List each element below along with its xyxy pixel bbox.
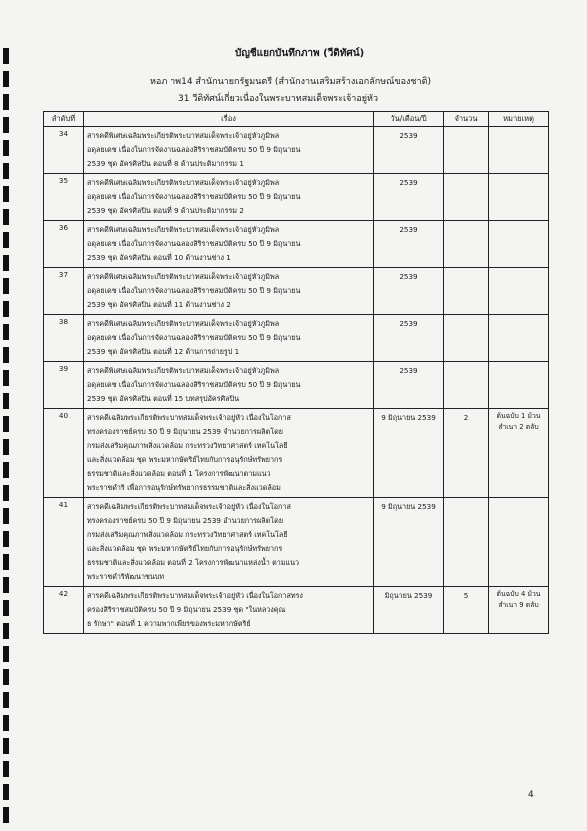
subject-line: สารคดีพิเศษเฉลิมพระเกียรติพระบาทสมเด็จพระเจ้าอยู่หัวภูมิพล xyxy=(87,319,280,328)
date-cell: 2539 xyxy=(374,362,444,409)
binding-mark xyxy=(3,692,9,708)
binding-mark xyxy=(3,255,9,271)
subject-line: สารคดีพิเศษเฉลิมพระเกียรติพระบาทสมเด็จพระเจ้าอยู่หัวภูมิพล xyxy=(87,272,280,281)
subject-line: อดุลยเดช เนื่องในการจัดงานฉลองสิริราชสมบัติครบ 50 ปี 9 มิถุนายน xyxy=(87,145,301,154)
binding-mark xyxy=(3,94,9,110)
remark-cell xyxy=(489,221,549,268)
remark-cell xyxy=(489,174,549,221)
subject-line: ธ รักษา" ตอนที่ 1 ความพากเพียรของพระมหากษัตริย์ xyxy=(87,619,251,628)
date-cell: 2539 xyxy=(374,268,444,315)
binding-mark xyxy=(3,646,9,662)
row-number: 37 xyxy=(44,268,84,315)
table-header-row xyxy=(44,112,549,127)
document-title: บัญชีแยกบันทึกภาพ (วีดิทัศน์) xyxy=(235,48,365,59)
subject-line: ทรงครองราชย์ครบ 50 ปี 9 มิถุนายน 2539 อำนวยการผลิตโดย xyxy=(87,516,284,525)
subject-cell xyxy=(84,587,374,634)
row-number: 36 xyxy=(44,221,84,268)
binding-mark xyxy=(3,761,9,777)
table-row xyxy=(44,221,549,268)
remark-cell xyxy=(489,409,549,498)
subject-cell xyxy=(84,409,374,498)
row-number: 41 xyxy=(44,498,84,587)
binding-mark xyxy=(3,416,9,432)
row-number: 34 xyxy=(44,127,84,174)
subject-line: อดุลยเดช เนื่องในการจัดงานฉลองสิริราชสมบัติครบ 50 ปี 9 มิถุนายน xyxy=(87,239,301,248)
binding-marks xyxy=(0,0,14,831)
remark-line: สำเนา 9 ตลับ xyxy=(498,601,539,609)
remark-cell xyxy=(489,127,549,174)
subject-line: 2539 ชุด อัครศิลปิน ตอนที่ 10 ด้านงานช่าง 1 xyxy=(87,253,231,262)
date-cell: 2539 xyxy=(374,315,444,362)
binding-mark xyxy=(3,232,9,248)
binding-mark xyxy=(3,71,9,87)
subject-line: พระราชดำริพัฒนาชนบท xyxy=(87,572,165,581)
quantity-cell xyxy=(444,498,489,587)
subject-line: ธรรมชาติและสิ่งแวดล้อม ตอนที่ 1 โครงการพัฒนาตามแนว xyxy=(87,469,271,478)
quantity-cell xyxy=(444,315,489,362)
binding-mark xyxy=(3,623,9,639)
subject-line: กรมส่งเสริมคุณภาพสิ่งแวดล้อม กระทรวงวิทยาศาสตร์ เทคโนโลยี xyxy=(87,441,288,450)
binding-mark xyxy=(3,669,9,685)
remark-line: ต้นฉบับ 4 ม้วน xyxy=(496,590,541,598)
remark-cell xyxy=(489,498,549,587)
collection-subgroup: 31 วีดิทัศน์เกี่ยวเนื่องในพระบาทสมเด็จพระเจ้าอยู่หัว xyxy=(178,94,379,104)
binding-mark xyxy=(3,508,9,524)
binding-mark xyxy=(3,140,9,156)
subject-line: และสิ่งแวดล้อม ชุด พระมหากษัตริย์ไทยกับการอนุรักษ์ทรัพยากร xyxy=(87,544,283,553)
binding-mark xyxy=(3,393,9,409)
quantity-cell xyxy=(444,362,489,409)
binding-mark xyxy=(3,347,9,363)
row-number: 42 xyxy=(44,587,84,634)
row-number: 35 xyxy=(44,174,84,221)
subject-line: สารคดีเฉลิมพระเกียรติพระบาทสมเด็จพระเจ้าอยู่หัว เนื่องในโอกาสทรง xyxy=(87,591,303,600)
subject-line: ธรรมชาติและสิ่งแวดล้อม ตอนที่ 2 โครงการพัฒนาแหล่งน้ำ ตามแนว xyxy=(87,558,300,567)
subject-cell xyxy=(84,362,374,409)
table-row xyxy=(44,409,549,498)
binding-mark xyxy=(3,324,9,340)
subject-line: 2539 ชุด อัครศิลปิน ตอนที่ 8 ด้านประติมากรรม 1 xyxy=(87,159,244,168)
binding-mark xyxy=(3,554,9,570)
binding-mark xyxy=(3,715,9,731)
quantity-cell: 5 xyxy=(444,587,489,634)
table-row xyxy=(44,498,549,587)
date-cell: 2539 xyxy=(374,221,444,268)
subject-cell xyxy=(84,268,374,315)
subject-line: อดุลยเดช เนื่องในการจัดงานฉลองสิริราชสมบัติครบ 50 ปี 9 มิถุนายน xyxy=(87,192,301,201)
remark-line: ต้นฉบับ 1 ม้วน xyxy=(496,412,541,420)
remark-cell xyxy=(489,587,549,634)
subject-line: 2539 ชุด อัครศิลปิน ตอนที่ 11 ด้านงานช่าง 2 xyxy=(87,300,231,309)
row-number: 38 xyxy=(44,315,84,362)
subject-line: สารคดีเฉลิมพระเกียรติพระบาทสมเด็จพระเจ้าอยู่หัว เนื่องในโอกาส xyxy=(87,413,291,422)
binding-mark xyxy=(3,163,9,179)
row-number: 40 xyxy=(44,409,84,498)
subject-line: อดุลยเดช เนื่องในการจัดงานฉลองสิริราชสมบัติครบ 50 ปี 9 มิถุนายน xyxy=(87,333,301,342)
date-cell: มิถุนายน 2539 xyxy=(374,587,444,634)
remark-cell xyxy=(489,315,549,362)
subject-line: และสิ่งแวดล้อม ชุด พระมหากษัตริย์ไทยกับการอนุรักษ์ทรัพยากร xyxy=(87,455,283,464)
binding-mark xyxy=(3,600,9,616)
remark-line: สำเนา 2 ตลับ xyxy=(498,423,539,431)
table-row xyxy=(44,268,549,315)
subject-cell xyxy=(84,127,374,174)
subject-line: อดุลยเดช เนื่องในการจัดงานฉลองสิริราชสมบัติครบ 50 ปี 9 มิถุนายน xyxy=(87,286,301,295)
collection-group: หอภ าพ14 สำนักนายกรัฐมนตรี (สำนักงานเสริมสร้างเอกลักษณ์ของชาติ) xyxy=(150,77,431,87)
binding-mark xyxy=(3,485,9,501)
subject-line: 2539 ชุด อัครศิลปิน ตอนที่ 15 บทสรุปอัครศิลปิน xyxy=(87,394,240,403)
subject-line: สารคดีพิเศษเฉลิมพระเกียรติพระบาทสมเด็จพระเจ้าอยู่หัวภูมิพล xyxy=(87,178,280,187)
date-cell: 9 มิถุนายน 2539 xyxy=(374,409,444,498)
quantity-cell xyxy=(444,221,489,268)
binding-mark xyxy=(3,209,9,225)
date-cell: 9 มิถุนายน 2539 xyxy=(374,498,444,587)
binding-mark xyxy=(3,278,9,294)
subject-line: อดุลยเดช เนื่องในการจัดงานฉลองสิริราชสมบัติครบ 50 ปี 9 มิถุนายน xyxy=(87,380,301,389)
header-quantity: จำนวน xyxy=(444,112,489,127)
binding-mark xyxy=(3,738,9,754)
binding-mark xyxy=(3,807,9,823)
subject-cell xyxy=(84,498,374,587)
date-cell: 2539 xyxy=(374,174,444,221)
subject-line: สารคดีพิเศษเฉลิมพระเกียรติพระบาทสมเด็จพระเจ้าอยู่หัวภูมิพล xyxy=(87,225,280,234)
binding-mark xyxy=(3,439,9,455)
date-cell: 2539 xyxy=(374,127,444,174)
subject-line: 2539 ชุด อัครศิลปิน ตอนที่ 9 ด้านประติมากรรม 2 xyxy=(87,206,244,215)
register-table xyxy=(43,111,549,634)
binding-mark xyxy=(3,462,9,478)
binding-mark xyxy=(3,577,9,593)
binding-mark xyxy=(3,531,9,547)
binding-mark xyxy=(3,370,9,386)
binding-mark xyxy=(3,301,9,317)
binding-mark xyxy=(3,117,9,133)
row-number: 39 xyxy=(44,362,84,409)
binding-mark xyxy=(3,48,9,64)
subject-cell xyxy=(84,221,374,268)
page-number: 4 xyxy=(528,790,534,800)
subject-cell xyxy=(84,315,374,362)
subject-line: กรมส่งเสริมคุณภาพสิ่งแวดล้อม กระทรวงวิทยาศาสตร์ เทคโนโลยี xyxy=(87,530,288,539)
subject-line: 2539 ชุด อัครศิลปิน ตอนที่ 12 ด้านการถ่ายรูป 1 xyxy=(87,347,240,356)
quantity-cell xyxy=(444,268,489,315)
binding-mark xyxy=(3,784,9,800)
remark-cell xyxy=(489,268,549,315)
header-date: วัน/เดือน/ปี xyxy=(374,112,444,127)
binding-mark xyxy=(3,186,9,202)
header-no: ลำดับที่ xyxy=(44,112,84,127)
table-row xyxy=(44,127,549,174)
subject-line: สารคดีเฉลิมพระเกียรติพระบาทสมเด็จพระเจ้าอยู่หัว เนื่องในโอกาส xyxy=(87,502,291,511)
subject-line: ทรงครองราชย์ครบ 50 ปี 9 มิถุนายน 2539 จำนวยการผลิตโดย xyxy=(87,427,283,436)
table-row xyxy=(44,362,549,409)
header-remark: หมายเหตุ xyxy=(489,112,549,127)
quantity-cell xyxy=(444,127,489,174)
subject-cell xyxy=(84,174,374,221)
remark-cell xyxy=(489,362,549,409)
subject-line: สารคดีพิเศษเฉลิมพระเกียรติพระบาทสมเด็จพระเจ้าอยู่หัวภูมิพล xyxy=(87,131,280,140)
subject-line: พระราชดำริ เพื่อการอนุรักษ์ทรัพยากรธรรมชาติและสิ่งแวดล้อม xyxy=(87,483,281,492)
subject-line: ครองสิริราชสมบัติครบ 50 ปี 9 มิถุนายน 2539 ชุด "ในหลวงคุณ xyxy=(87,605,286,614)
table-row xyxy=(44,587,549,634)
table-row xyxy=(44,315,549,362)
quantity-cell: 2 xyxy=(444,409,489,498)
table-row xyxy=(44,174,549,221)
quantity-cell xyxy=(444,174,489,221)
subject-line: สารคดีพิเศษเฉลิมพระเกียรติพระบาทสมเด็จพระเจ้าอยู่หัวภูมิพล xyxy=(87,366,280,375)
header-subject: เรื่อง xyxy=(84,112,374,127)
